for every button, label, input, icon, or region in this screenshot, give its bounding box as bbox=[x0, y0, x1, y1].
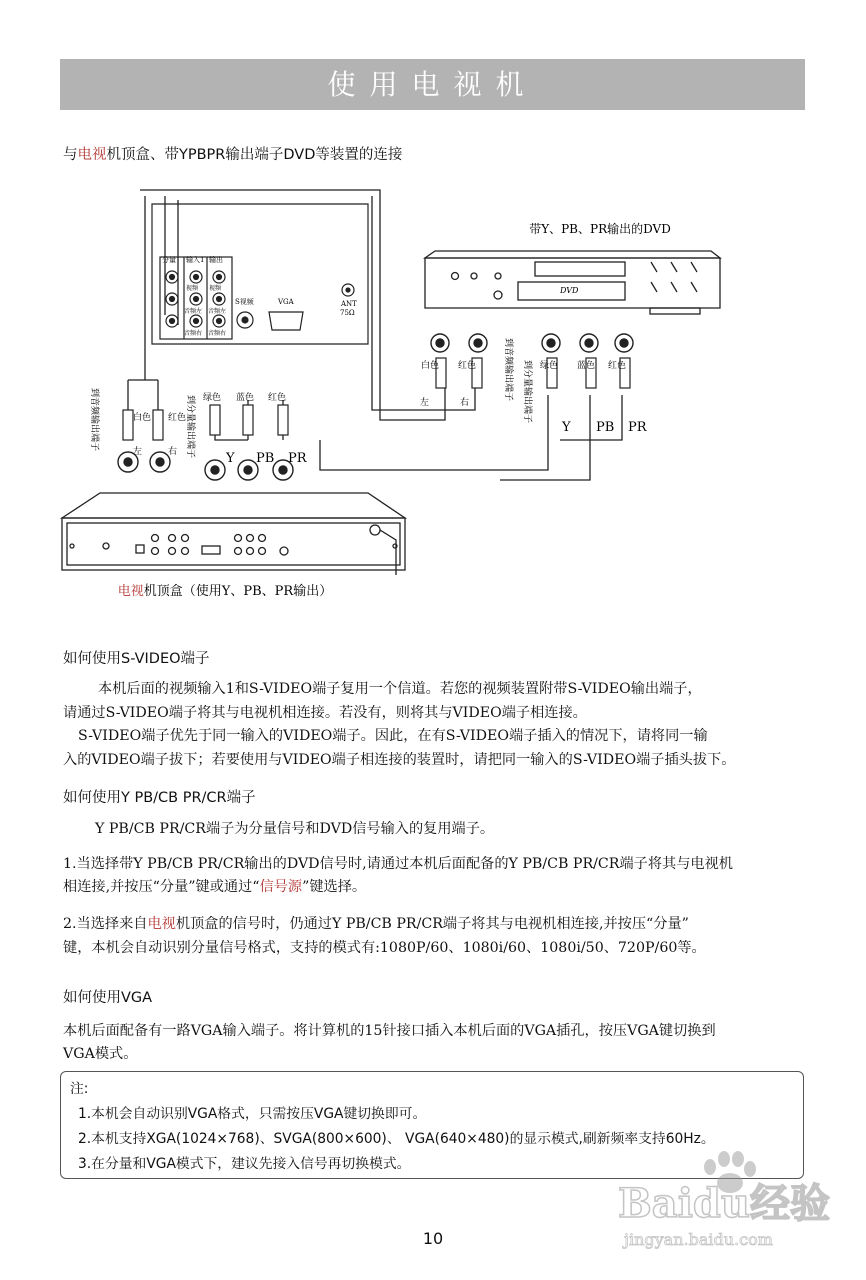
vga-line2: VGA模式。 bbox=[63, 1046, 138, 1062]
ypbpr-item1-line2-post: ”键选择。 bbox=[302, 879, 367, 895]
set-top-box bbox=[62, 493, 405, 575]
dvd-left-label: 左 bbox=[420, 398, 430, 408]
tv-label-audio-l2: 音频左 bbox=[208, 308, 227, 315]
dvd-pb-label: PB bbox=[596, 420, 615, 435]
tv-label-video1: 视频 bbox=[186, 285, 199, 292]
dvd-y-label: Y bbox=[562, 420, 571, 435]
connection-heading-prefix: 与 bbox=[63, 147, 78, 163]
dvd-pr-label: PR bbox=[628, 420, 647, 435]
tv-label-vga: VGA bbox=[278, 298, 294, 306]
stb-right-label: 右 bbox=[168, 447, 178, 457]
stb-blue-label: 蓝色 bbox=[236, 393, 255, 403]
tv-label-ant: ANT bbox=[341, 300, 357, 308]
stb-green-label: 绿色 bbox=[203, 393, 222, 403]
dvd-blue-label: 蓝色 bbox=[577, 361, 596, 371]
svideo-p2-line1: S-VIDEO端子优先于同一输入的VIDEO端子。因此，在有S-VIDEO端子插入的情况下，请将同一输 bbox=[78, 728, 708, 744]
ypbpr-heading: 如何使用Y PB/CB PR/CR端子 bbox=[63, 790, 256, 806]
stb-white-label: 白色 bbox=[133, 413, 152, 423]
tv-label-svideo: S视频 bbox=[235, 298, 254, 306]
dvd-jacks bbox=[431, 334, 633, 352]
svideo-p1-line1: 本机后面的视频输入1和S-VIDEO端子复用一个信道。若您的视频装置附带S-VIDEO输出端子， bbox=[98, 681, 702, 697]
dvd-component-output-label: 到分量输出端子 bbox=[522, 360, 532, 424]
watermark-url: jingyan.baidu.com bbox=[624, 1230, 773, 1249]
tv-back-panel bbox=[152, 204, 368, 344]
dvd-green-label: 绿色 bbox=[540, 361, 559, 371]
dvd-red-label: 红色 bbox=[458, 361, 477, 371]
stb-pb-label: PB bbox=[256, 451, 275, 466]
tv-label-ant-ohm: 75Ω bbox=[340, 309, 355, 317]
stb-caption bbox=[118, 583, 332, 599]
svideo-heading: 如何使用S-VIDEO端子 bbox=[63, 651, 210, 667]
baidu-watermark bbox=[612, 1145, 862, 1275]
ypbpr-item2-line1 bbox=[63, 912, 689, 936]
dvd-audio-output-label: 到音频输出端子 bbox=[503, 338, 513, 402]
vga-line1: 本机后面配备有一路VGA输入端子。将计算机的15针接口插入本机后面的VGA插孔，按压VGA键切换到 bbox=[63, 1023, 716, 1039]
vga-heading: 如何使用VGA bbox=[63, 990, 153, 1006]
svideo-p1-line2: 请通过S-VIDEO端子将其与电视机相连接。若没有，则将其与VIDEO端子相连接。 bbox=[63, 705, 587, 721]
svideo-p2-line2: 入的VIDEO端子拔下；若要使用与VIDEO端子相连接的装置时，请把同一输入的S-VIDEO端子插头拔下。 bbox=[63, 752, 736, 768]
tv-label-audio-l: 音频左 bbox=[184, 308, 203, 315]
ypbpr-item1-line1: 1.当选择带Y PB/CB PR/CR输出的DVD信号时,请通过本机后面配备的Y PB/CB PR/CR端子将其与电视机 bbox=[63, 856, 733, 872]
ypbpr-item2-line1-pre: 2.当选择来自 bbox=[63, 916, 148, 932]
dvd-logo: DVD bbox=[560, 286, 579, 295]
dvd-player bbox=[425, 251, 720, 314]
connection-diagram bbox=[0, 180, 866, 610]
stb-caption-rest: 机顶盒（使用Y、PB、PR输出） bbox=[143, 584, 333, 599]
dvd-label: 带Y、PB、PR输出的DVD bbox=[529, 222, 671, 236]
tv-label-output: 输出 bbox=[209, 256, 223, 264]
ypbpr-intro: Y PB/CB PR/CR端子为分量信号和DVD信号输入的复用端子。 bbox=[95, 821, 495, 837]
page-title: 使用电视机 bbox=[327, 68, 538, 101]
watermark-brand: Baidu经验 bbox=[618, 1180, 830, 1227]
dvd-red2-label: 红色 bbox=[608, 361, 627, 371]
connection-heading-suffix: 机顶盒、带YPBPR输出端子DVD等装置的连接 bbox=[106, 147, 403, 163]
tv-label-audio-r2: 音频右 bbox=[208, 330, 227, 337]
connection-heading-highlight: 电视 bbox=[77, 147, 107, 163]
tv-label-video2: 视频 bbox=[209, 285, 222, 292]
stb-red-label: 红色 bbox=[168, 413, 187, 423]
stb-component-output-label: 到分量输出端子 bbox=[185, 395, 195, 459]
dvd-right-label: 右 bbox=[460, 398, 470, 408]
connection-heading bbox=[63, 143, 402, 164]
ypbpr-item2-line1-red: 电视 bbox=[147, 916, 176, 932]
note-label: 注: bbox=[70, 1081, 89, 1097]
ypbpr-item2-line2: 键，本机会自动识别分量信号格式，支持的模式有:1080P/60、1080i/60、1080i/50、720P/60等。 bbox=[63, 940, 706, 956]
stb-y-label: Y bbox=[226, 451, 235, 466]
stb-caption-highlight: 电视 bbox=[117, 584, 144, 599]
ypbpr-item1-line2-pre: 相连接,并按压“分量”键或通过“ bbox=[63, 879, 260, 895]
ypbpr-item1-line2-red: 信号源 bbox=[259, 879, 303, 895]
tv-label-input1: 输入1 bbox=[186, 256, 205, 264]
tv-label-audio-r: 音频右 bbox=[184, 330, 203, 337]
tv-label-component: 分量 bbox=[162, 256, 176, 264]
page-number: 10 bbox=[422, 1229, 444, 1248]
page-banner bbox=[60, 59, 805, 110]
ypbpr-item1-line2 bbox=[63, 875, 366, 899]
dvd-white-label: 白色 bbox=[421, 361, 440, 371]
ypbpr-item2-line1-post: 机顶盒的信号时，仍通过Y PB/CB PR/CR端子将其与电视机相连接,并按压“分量” bbox=[175, 916, 689, 932]
stb-left-label: 左 bbox=[133, 447, 143, 457]
note-item-1: 1.本机会自动识别VGA格式，只需按压VGA键切换即可。 bbox=[78, 1106, 427, 1122]
stb-red2-label: 红色 bbox=[268, 393, 287, 403]
note-item-3: 3.在分量和VGA模式下，建议先接入信号再切换模式。 bbox=[78, 1156, 411, 1172]
stb-audio-output-label: 到音频输出端子 bbox=[89, 388, 99, 452]
note-item-2: 2.本机支持XGA(1024×768)、SVGA(800×600)、 VGA(640×480)的显示模式,刷新频率支持60Hz。 bbox=[78, 1131, 715, 1147]
stb-pr-label: PR bbox=[288, 451, 307, 466]
